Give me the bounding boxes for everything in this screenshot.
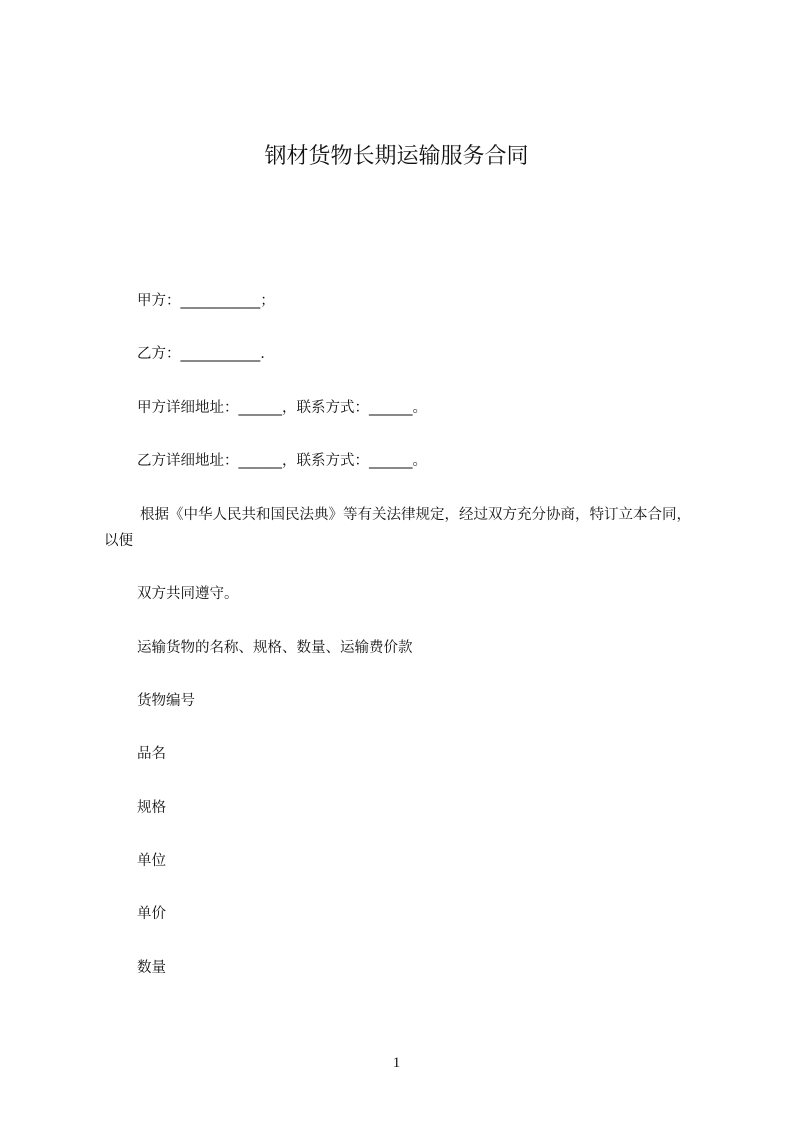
party-b-address-line: 乙方详细地址：______，联系方式：______。 (137, 453, 427, 469)
section-heading: 运输货物的名称、规格、数量、运输费价款 (137, 640, 413, 656)
page-title: 钢材货物长期运输服务合同 (264, 144, 529, 169)
page-number: 1 (392, 1055, 401, 1071)
field-label: 单价 (137, 906, 166, 922)
party-b-line: 乙方：___________. (137, 346, 265, 362)
field-label: 规格 (137, 800, 166, 816)
preamble-continuation: 双方共同遵守。 (137, 586, 239, 602)
field-label: 货物编号 (137, 693, 195, 709)
field-label: 单位 (137, 853, 166, 869)
preamble-paragraph: 根据《中华人民共和国民法典》等有关法律规定，经过双方充分协商，特订立本合同，以便 (104, 507, 691, 549)
field-label: 品名 (137, 746, 166, 762)
party-a-line: 甲方：___________； (137, 293, 275, 309)
party-a-address-line: 甲方详细地址：______，联系方式：______。 (137, 400, 427, 416)
field-label: 数量 (137, 960, 166, 976)
